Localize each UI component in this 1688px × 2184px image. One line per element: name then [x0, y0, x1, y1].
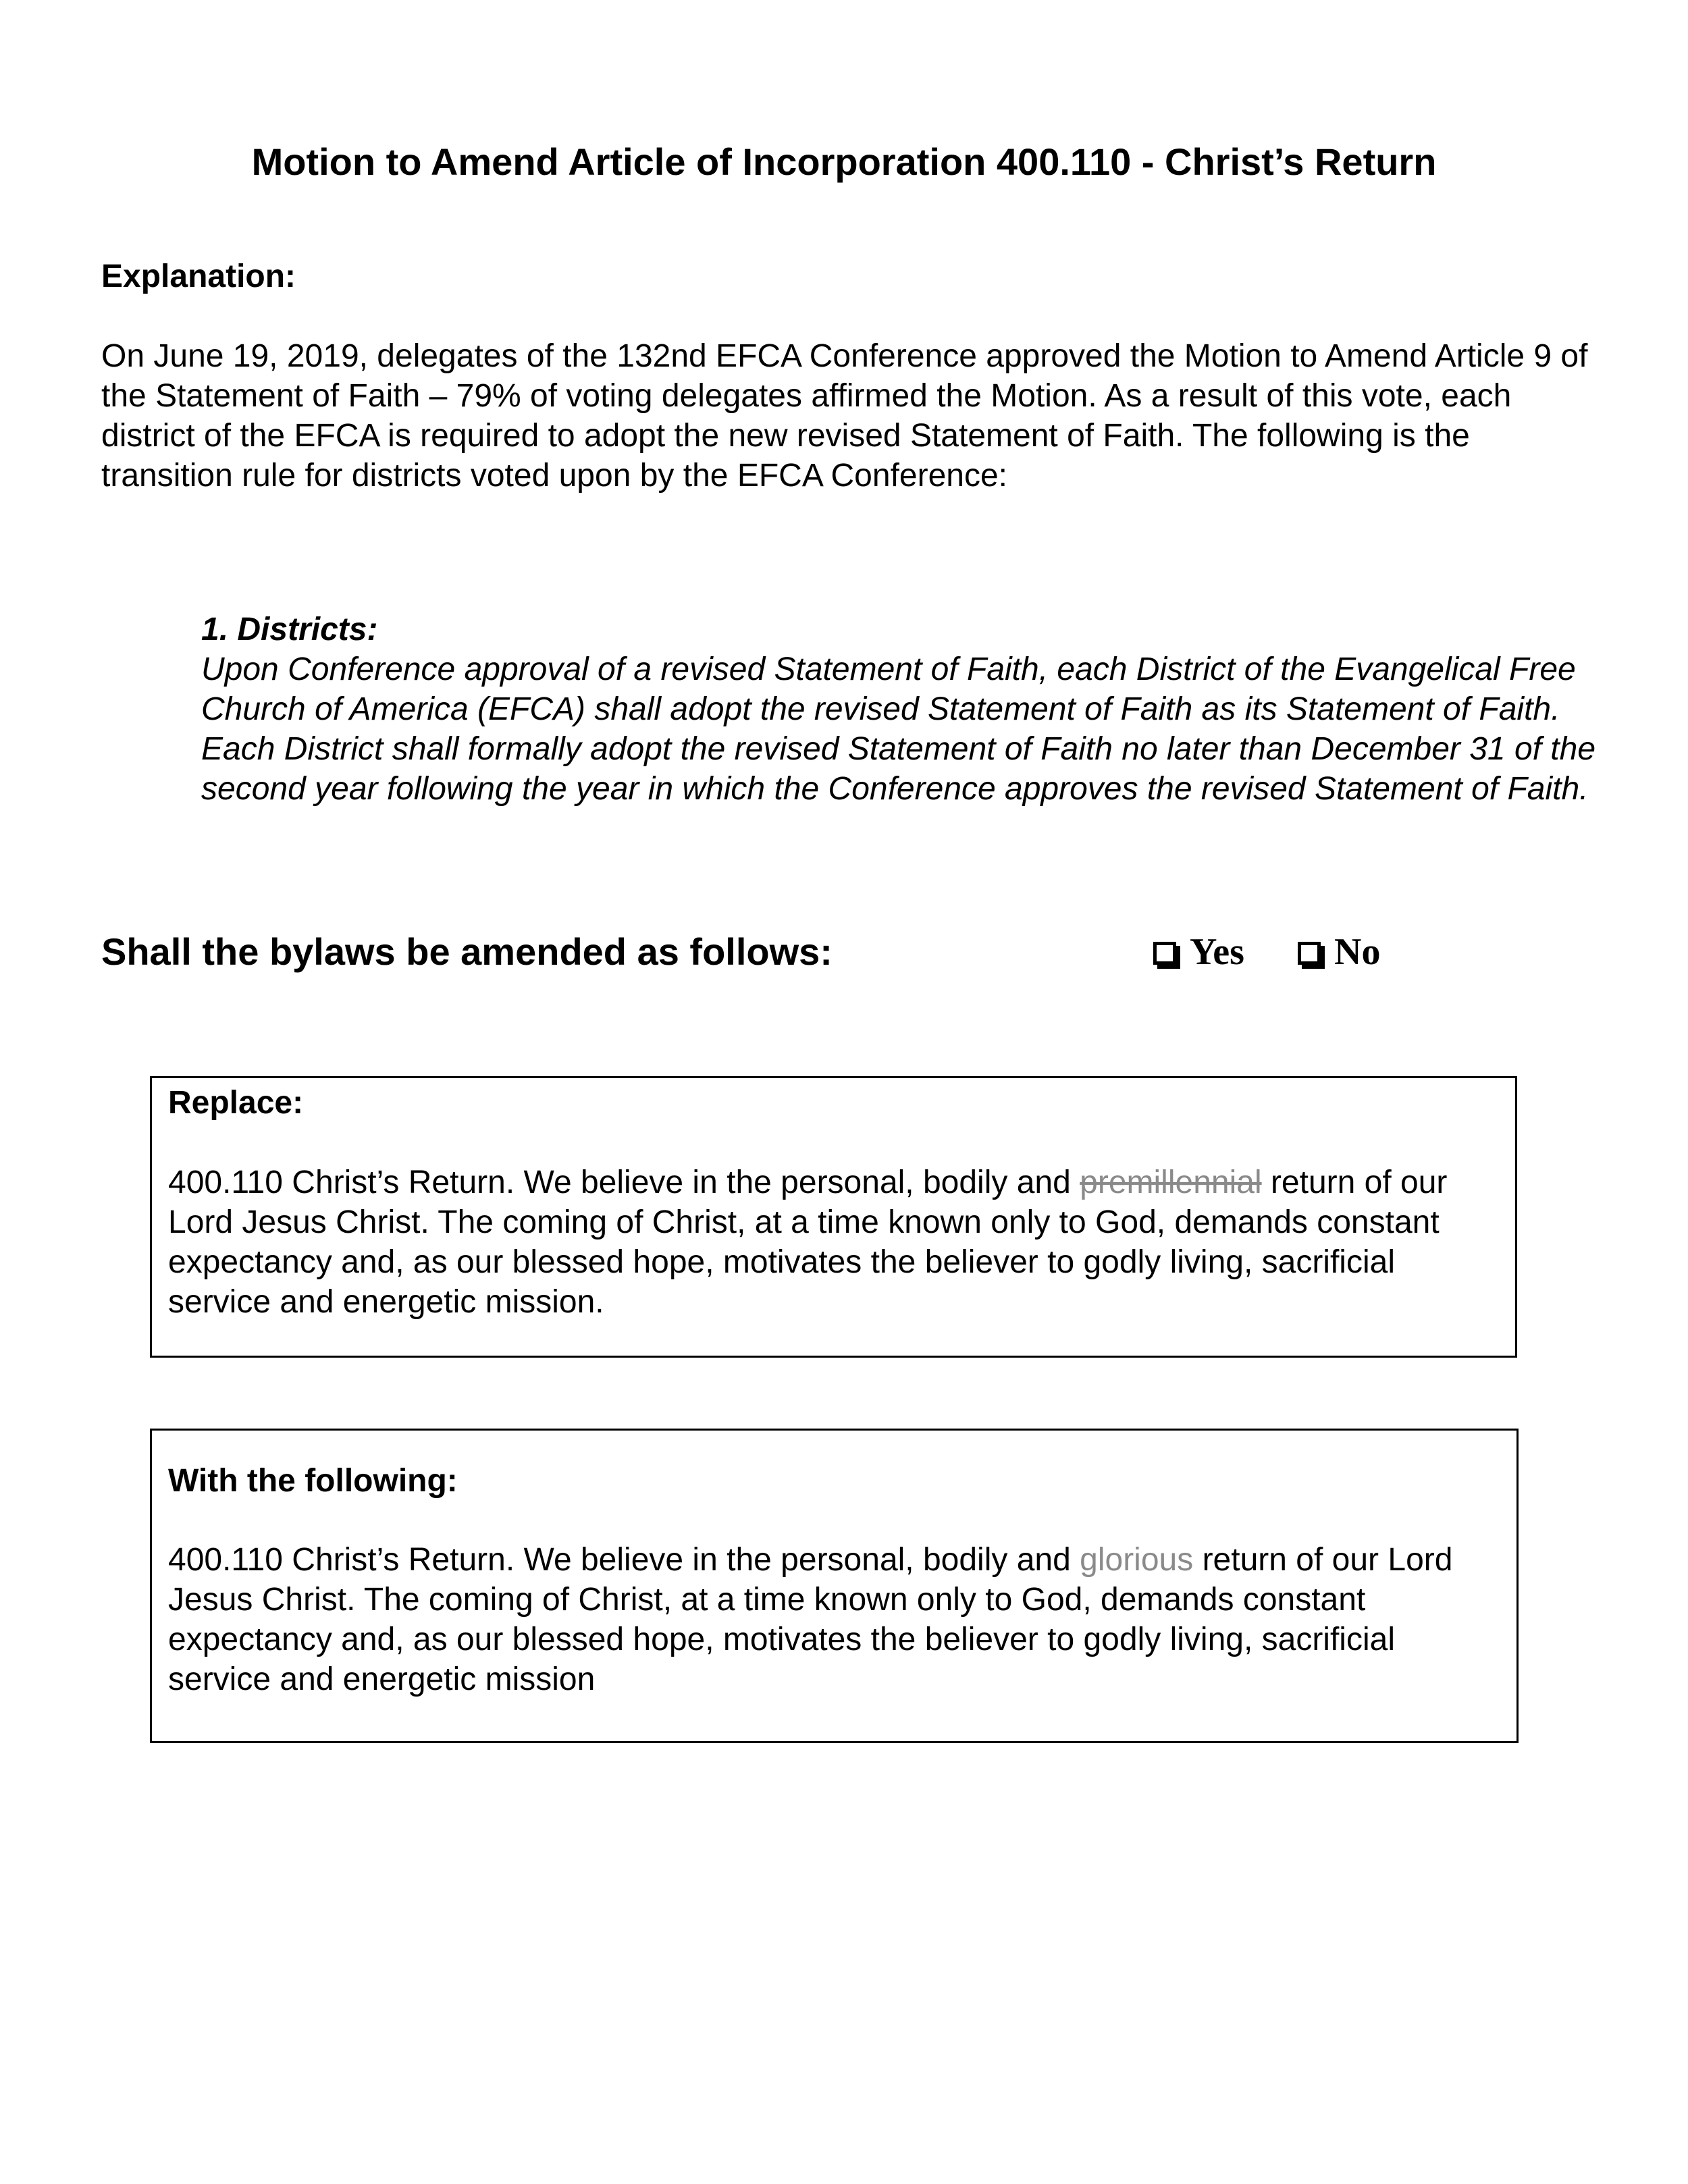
explanation-paragraph: On June 19, 2019, delegates of the 132nd EFCA Conference approved the Motion to Amend Article 9 of the Statement of Faith – 79% of voting delegates affirmed the Motion. As a result of this vote, each district of the EFCA is required to adopt the new revised Statement of Faith. The following is the transition rule for districts voted upon by the EFCA Conference: [101, 338, 1588, 494]
replacement-text-after: return of our Lord Jesus Christ. The coming of Christ, at a time known only to God, demands constant expectancy and, as our blessed hope, motivates the believer to godly living, sacrificial service and energetic mission [168, 1542, 1453, 1697]
replace-heading: Replace: [168, 1085, 304, 1121]
vote-no-option[interactable] [1298, 928, 1380, 976]
replace-text-after: return of our Lord Jesus Christ. The coming of Christ, at a time known only to God, demands constant expectancy and, as our blessed hope, motivates the believer to godly living, sacrificial service and energetic mission. [168, 1165, 1448, 1320]
ballot-question: Shall the bylaws be amended as follows: [101, 930, 833, 973]
no-checkbox[interactable] [1298, 942, 1321, 965]
yes-label: Yes [1190, 931, 1244, 973]
vote-yes-option[interactable] [1153, 928, 1244, 976]
replace-box [150, 1076, 1517, 1358]
replace-text-before: 400.110 Christ’s Return. We believe in the personal, bodily and [168, 1165, 1080, 1200]
replacement-box [150, 1429, 1519, 1743]
replacement-text [168, 1540, 1492, 1699]
transition-rule [201, 610, 1599, 809]
replacement-heading: With the following: [168, 1463, 458, 1499]
inserted-word: glorious [1080, 1542, 1194, 1578]
struck-word: premillennial [1080, 1165, 1262, 1200]
yes-checkbox[interactable] [1153, 942, 1176, 965]
replace-text [168, 1163, 1492, 1322]
no-label: No [1334, 931, 1381, 973]
rule-heading: 1. Districts: [201, 612, 378, 647]
explanation-heading: Explanation: [101, 259, 296, 294]
page-title: Motion to Amend Article of Incorporation 400.110 - Christ’s Return [251, 140, 1437, 183]
rule-text: Upon Conference approval of a revised Statement of Faith, each District of the Evangelical Free Church of America (EFCA) shall adopt the revised Statement of Faith as its Statement of Faith. Each District shall formally adopt the revised Statement of Faith no later than December 31 of the second year following the year in which the Conference approves the revised Statement of Faith. [201, 651, 1596, 807]
replacement-text-before: 400.110 Christ’s Return. We believe in the personal, bodily and [168, 1542, 1080, 1578]
